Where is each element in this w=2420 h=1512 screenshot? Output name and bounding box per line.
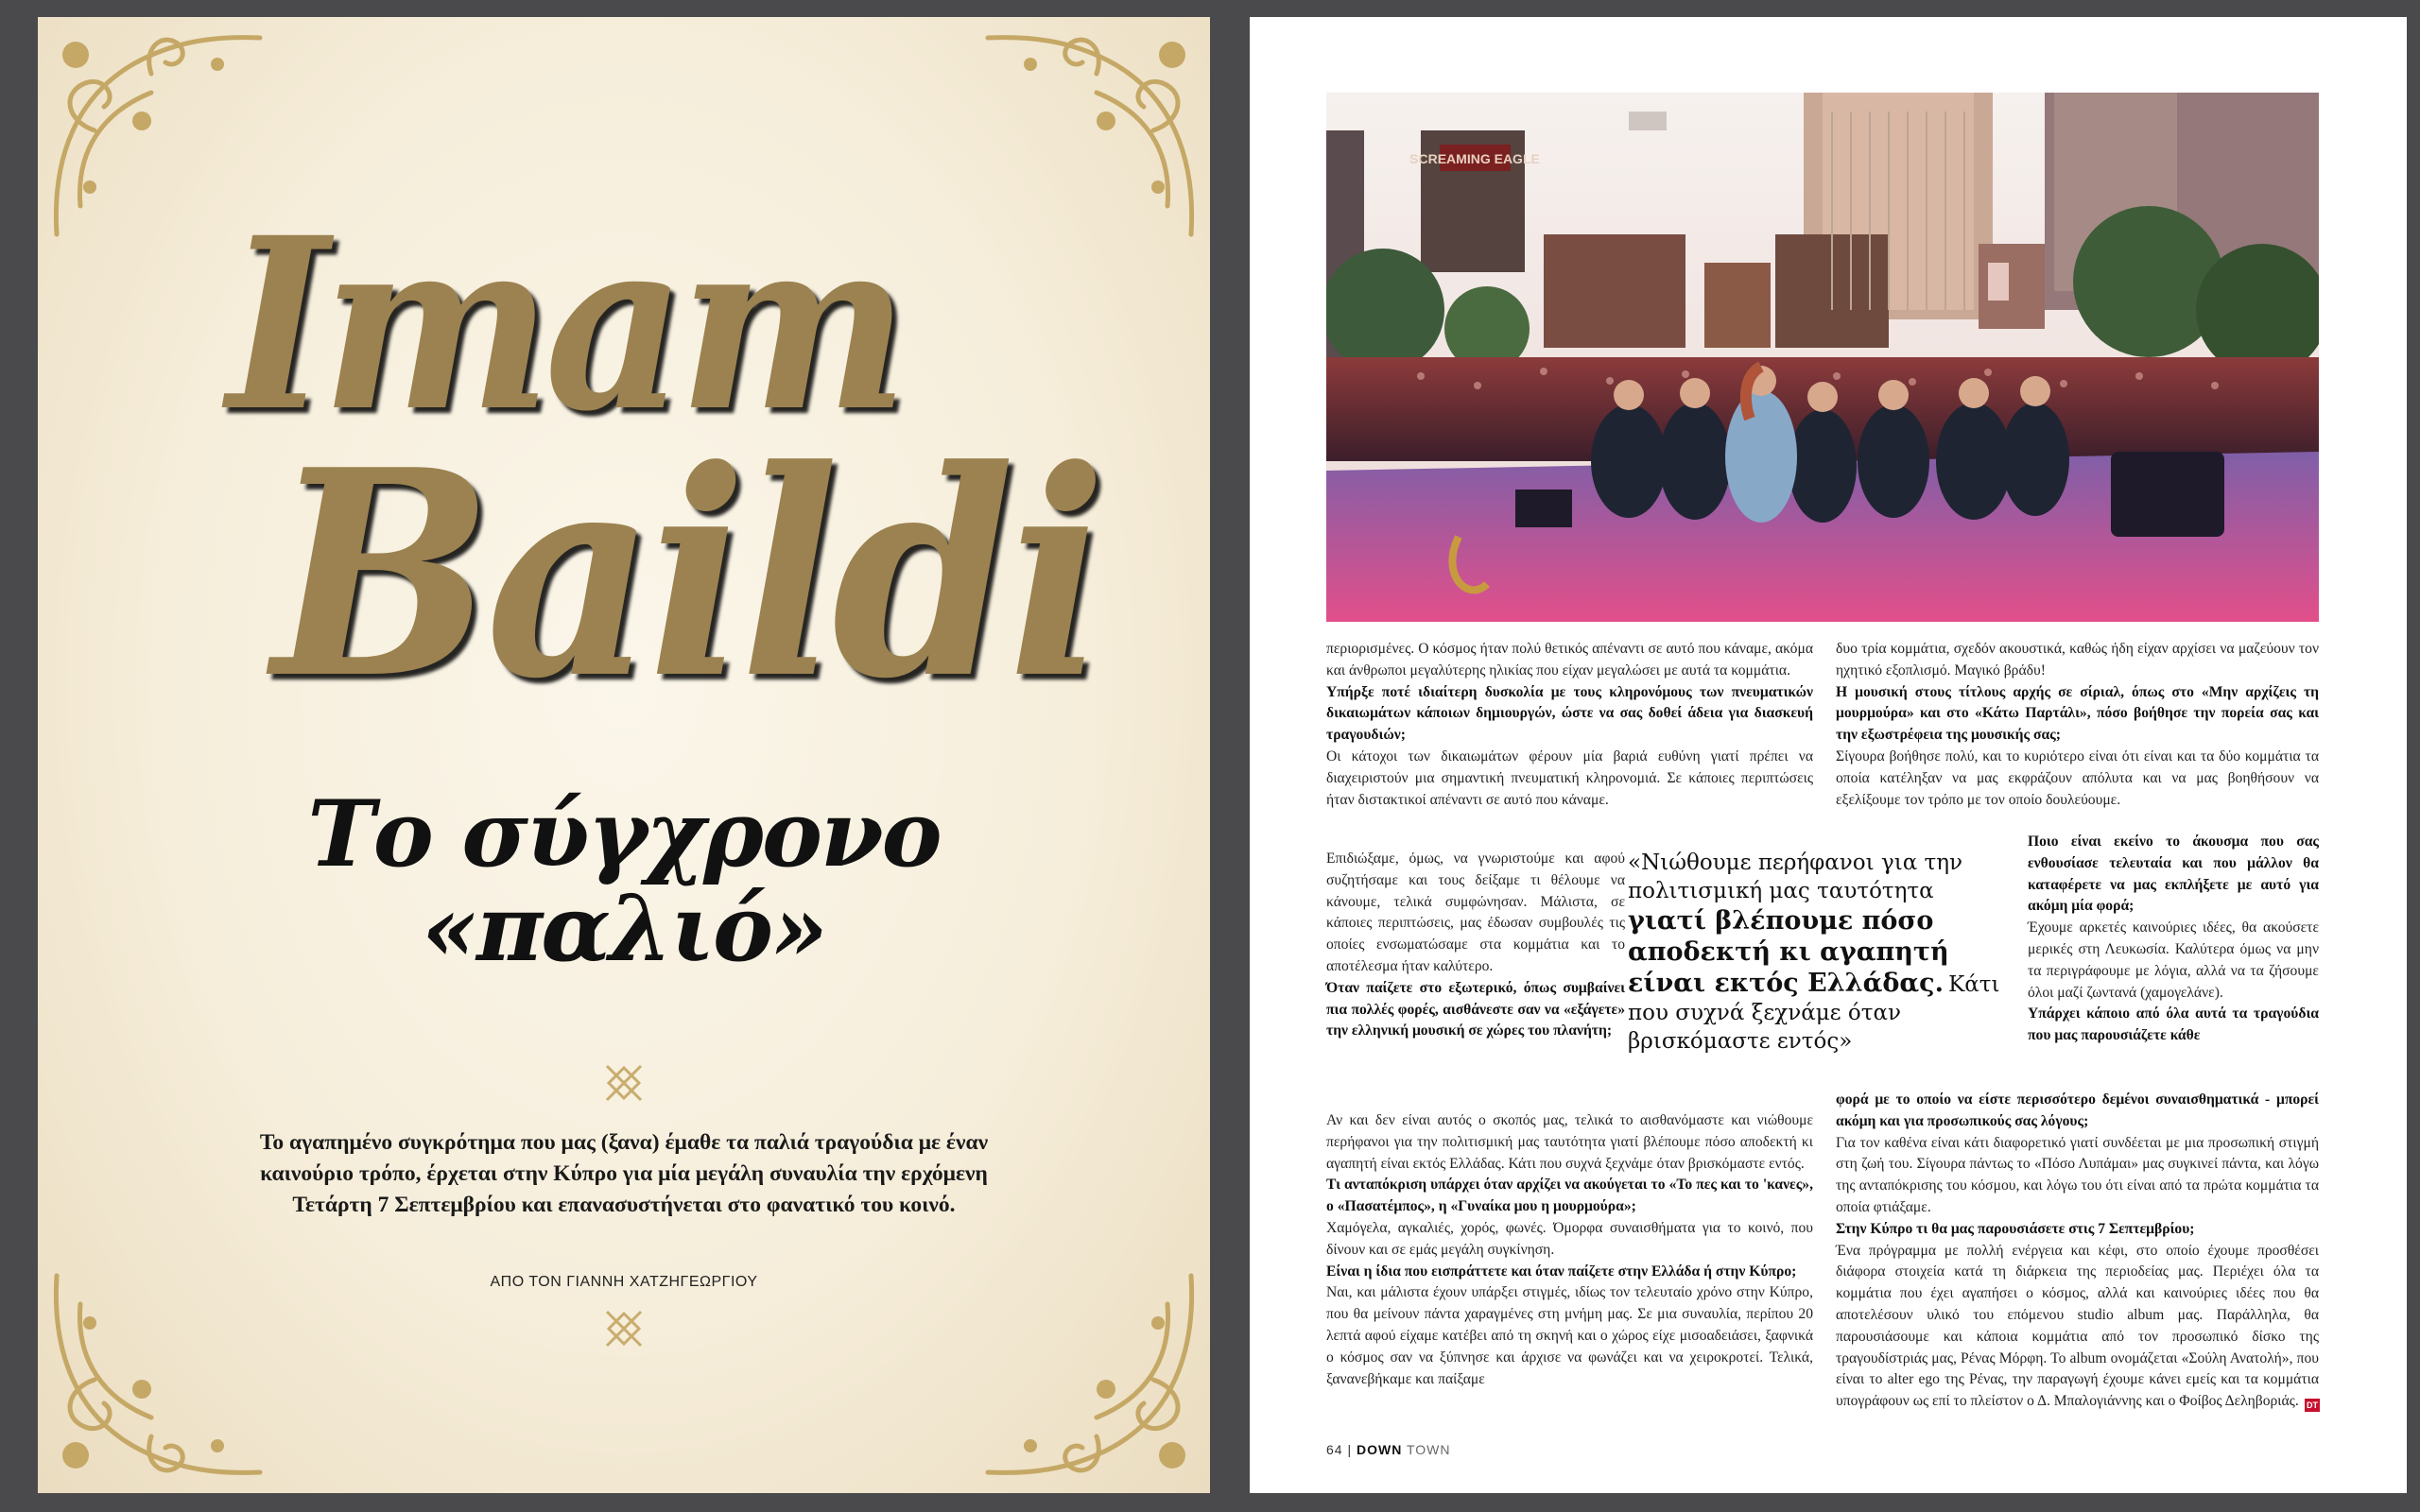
pull-quote-part1: «Νιώθουμε περήφανοι για την πολιτισμική μας ταυτότητα — [1628, 850, 1963, 903]
paragraph: δυο τρία κομμάτια, σχεδόν ακουστικά, καθώς ήδη είχαν αρχίσει να μαζεύουν τον ηχητικό εξοπλισμό. Μαγικό βράδυ! — [1836, 641, 2319, 679]
pull-quote — [1628, 849, 2006, 1056]
paragraph: Ναι, και μάλιστα έχουν υπάρξει στιγμές, ιδίως τον τελευταίο χρόνο στην Κύπρο, που θα μείνουν πάντα χαραγμένες στη μνήμη μας. Σε μια συναυλία, περίπου 20 λεπτά αφού είχαμε κατέβει από τη σκηνή και ο χώρος είχε μισοαδειάσει, ξαφνικά ο κόσμος σαν να ξύπνησε και άρχισε να φωνάζει και να χειροκροτεί. Τελικά, ξανανεβήκαμε και παίξαμε — [1326, 1284, 1813, 1387]
band-title-line1: Imam — [227, 185, 902, 463]
article-column-2-top — [1836, 639, 2319, 811]
magazine-brand-suffix: TOWN — [1406, 1442, 1451, 1457]
band-concert-photo — [1326, 93, 2319, 622]
band-title-line2: Baildi — [272, 407, 1100, 741]
end-of-article-mark: DT — [2307, 1400, 2318, 1410]
page-footer — [1326, 1442, 1450, 1457]
paragraph: Επιδιώξαμε, όμως, να γνωριστούμε και αφού συζητήσαμε και τους δείξαμε τι θέλουμε να κάνουμε, τελικά συμφώνησαν. Μάλιστα, σε κάποιες περιπτώσεις, μας έδωσαν συμβουλές τις οποίες ενσωματώσαμε στα κομμάτια και το αποτέλεσμα ήταν καλύτερο. — [1326, 850, 1625, 974]
article-column-2-bottom — [1836, 1090, 2319, 1413]
article-intro: Το αγαπημένο συγκρότημα που μας (ξανα) έμαθε τα παλιά τραγούδια με έναν καινούριο τρόπο, έρχεται στην Κύπρο για μία μεγάλη συναυλία την ερχόμενη Τετάρτη 7 Σεπτεμβρίου και επανασυστήνεται στο φανατικό του κοινό. — [259, 1130, 989, 1217]
paragraph: Για τον καθένα είναι κάτι διαφορετικό γιατί συνδέεται με μια προσωπική στιγμή στη ζωή του. Σίγουρα πάντως το «Πόσο Λυπάμαι» μας συγκινεί πάντα, και λόγω της ανταπόκρισης του κόσμου, και λόγω του ότι είναι από τα πρώτα κομμάτια τα οποία φτιάξαμε. — [1836, 1134, 2319, 1215]
article-column-1-narrow — [1326, 849, 1625, 1042]
article-subtitle-line1: Το σύγχρονο — [307, 781, 941, 887]
interview-question: Όταν παίζετε στο εξωτερικό, όπως συμβαίνει πια πολλές φορές, αισθάνεστε σαν να «εξάγετε» την ελληνική μουσική σε χώρες του πλανήτη; — [1326, 979, 1625, 1040]
footer-separator: | — [1347, 1442, 1353, 1457]
interview-question: Τι ανταπόκριση υπάρχει όταν αρχίζει να ακούγεται το «Το πες και το 'κανες», ο «Πασατέμπος», η «Γυναίκα μου η μουρμούρα»; — [1326, 1177, 1813, 1215]
article-column-1-bottom — [1326, 1110, 1813, 1390]
page-number: 64 — [1326, 1442, 1343, 1457]
paragraph: Ένα πρόγραμμα με πολλή ενέργεια και κέφι, στο οποίο έχουμε προσθέσει διάφορα στοιχεία κατά τη διάρκεια της περιοδείας μας. Περιέχει όλα τα κομμάτια που έχει αγαπήσει ο κόσμος, αλλά και καινούριες ιδέες που θα αποτελέσουν υλικό του επόμενου studio album μας. Παράλληλα, θα παρουσιάσουμε και κάποια κομμάτια από τον προσωπικό δίσκο της τραγουδίστριάς μας, Ρένας Μόρφη. Το album ονομάζεται «Σούλη Ανατολή», που είναι το alter ego της Ρένας, την παραγωγή έχουμε κάνει εμείς και τα κομμάτια υπογράφουν ως επί το πλείστον ο Δ. Μπαλογιάννης και ο Φοίβος Δεληβοριάς. — [1836, 1242, 2319, 1410]
magazine-brand: DOWN — [1357, 1442, 1403, 1457]
paragraph: περιορισμένες. Ο κόσμος ήταν πολύ θετικός απέναντι σε αυτό που κάναμε, ακόμα και άνθρωποι μεγαλύτερης ηλικίας που είχαν μεγαλώσει με αυτά τα κομμάτια. — [1326, 641, 1813, 679]
interview-question: φορά με το οποίο να είστε περισσότερο δεμένοι συναισθηματικά - μπορεί ακόμη και για προσωπικούς σας λόγους; — [1836, 1091, 2319, 1129]
corner-ornament-icon — [983, 1266, 1210, 1493]
pull-quote-part3: Κάτι που συχνά ξεχνάμε όταν βρισκόμαστε εντός» — [1628, 972, 2000, 1054]
article-column-3 — [2028, 832, 2319, 1047]
diamond-divider-icon — [605, 1310, 643, 1348]
corner-ornament-icon — [983, 17, 1210, 244]
article-column-1-top — [1326, 639, 1813, 811]
article-byline: ΑΠΟ ΤΟΝ ΓΙΑΝΝΗ ΧΑΤΖΗΓΕΩΡΓΙΟΥ — [490, 1274, 758, 1290]
article-subtitle-line2: «παλιό» — [422, 875, 826, 982]
paragraph: Οι κάτοχοι των δικαιωμάτων φέρουν μία βαριά ευθύνη γιατί πρέπει να διαχειριστούν μια σημαντική πνευματική κληρονομιά. Σε κάποιες περιπτώσεις ήταν διστακτικοί απέναντι σε αυτό που κάναμε. — [1326, 747, 1813, 808]
interview-question: Η μουσική στους τίτλους αρχής σε σίριαλ, όπως στο «Μην αρχίζεις τη μουρμούρα» και στο «Κάτω Παρτάλι», πόσο βοήθησε την πορεία σας και την εξωστρέφεια της μουσικής σας; — [1836, 683, 2319, 744]
building-sign: SCREAMING EAGLE — [1409, 151, 1540, 166]
pull-quote-part2: γιατί βλέπουμε πόσο αποδεκτή κι αγαπητή είναι εκτός Ελλάδας. — [1628, 906, 1949, 998]
paragraph: Έχουμε αρκετές καινούριες ιδέες, θα ακούσετε μερικές στη Λευκωσία. Καλύτερα όμως να μην τα περιγράφουμε με λόγια, αλλά να τα ζήσουμε όλοι μαζί ζωντανά (χαμογελάνε). — [2028, 919, 2319, 1001]
interview-question: Υπάρχει κάποιο από όλα αυτά τα τραγούδια που μας παρουσιάζετε κάθε — [2028, 1005, 2319, 1044]
paragraph: Χαμόγελα, αγκαλιές, χορός, φωνές. Όμορφα συναισθήματα για το κοινό, που δίνουν και σε εμάς μεγάλη συγκίνηση. — [1326, 1219, 1813, 1258]
interview-question: Υπήρξε ποτέ ιδιαίτερη δυσκολία με τους κληρονόμους των πνευματικών δικαιωμάτων κάποιων δημιουργών, ώστε να σας δοθεί άδεια για διασκευή τραγουδιών; — [1326, 683, 1813, 744]
interview-question: Είναι η ίδια που εισπράττετε και όταν παίζετε στην Ελλάδα ή στην Κύπρο; — [1326, 1263, 1797, 1280]
interview-question: Ποιο είναι εκείνο το άκουσμα που σας ενθουσίασε τελευταία και που μάλλον θα καταφέρετε να μας εκπλήξετε με αυτό για ακόμη μία φορά; — [2028, 833, 2319, 915]
paragraph: Αν και δεν είναι αυτός ο σκοπός μας, τελικά το αισθανόμαστε και νιώθουμε περήφανοι για την πολιτισμική μας ταυτότητα γιατί βλέπουμε πόσο αποδεκτή κι αγαπητή είναι εκτός Ελλάδας. Κάτι που συχνά ξεχνάμε όταν βρισκόμαστε εντός. — [1326, 1112, 1813, 1172]
right-page — [1250, 17, 2407, 1493]
diamond-divider-icon — [605, 1064, 643, 1102]
corner-ornament-icon — [38, 1266, 265, 1493]
left-page — [38, 17, 1210, 1493]
paragraph: Σίγουρα βοήθησε πολύ, και το κυριότερο είναι ότι είναι και τα δύο κομμάτια τα οποία κατέληξαν να μας εκφράζουν απόλυτα και να μας βοηθήσουν να εξελίξουμε τον τρόπο με τον οποίο δουλεύουμε. — [1836, 747, 2319, 808]
interview-question: Στην Κύπρο τι θα μας παρουσιάσετε στις 7 Σεπτεμβρίου; — [1836, 1220, 2195, 1237]
